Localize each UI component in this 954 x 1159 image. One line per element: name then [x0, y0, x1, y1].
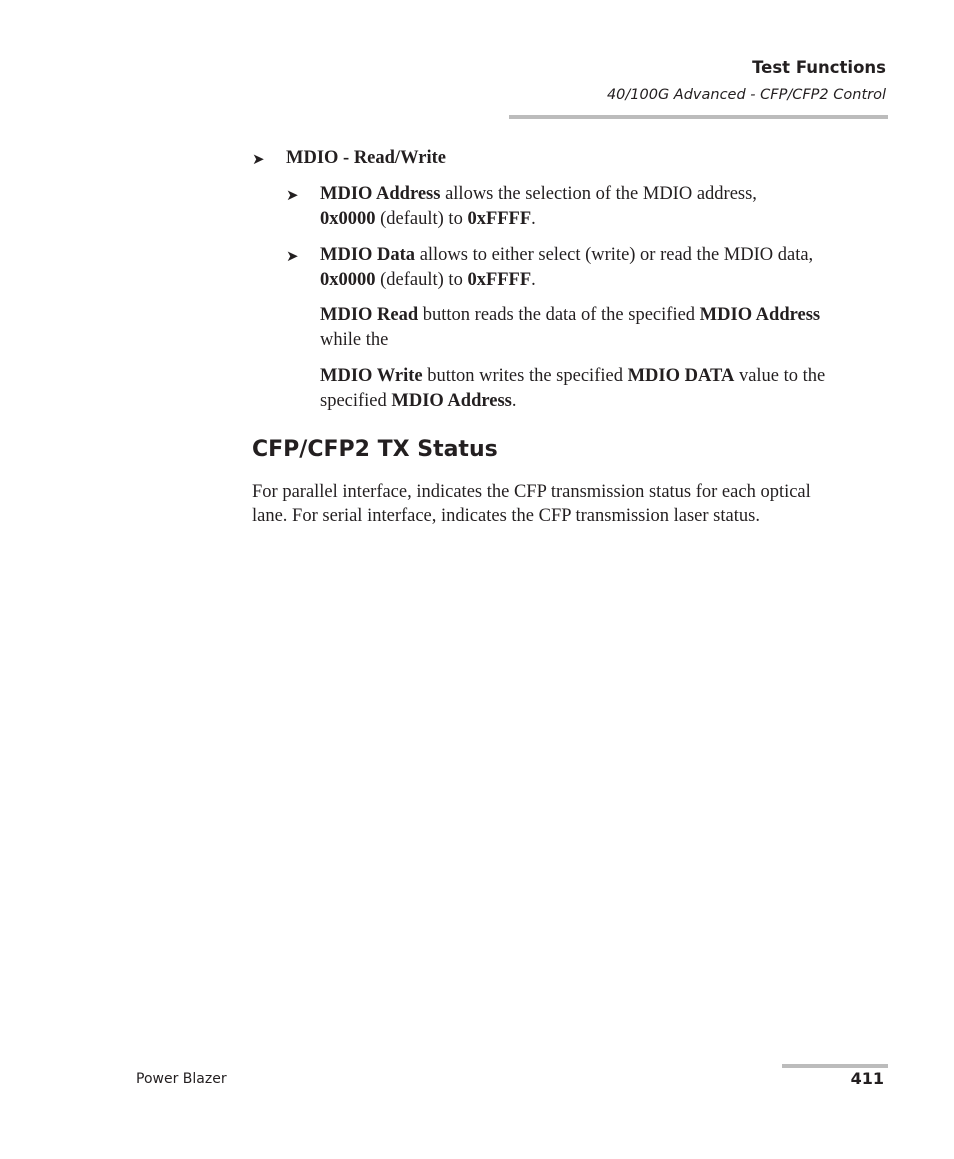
- mdio-rw-heading: [286, 146, 446, 171]
- mdio-data-line2: 0x0000 (default) to 0xFFFF.: [320, 270, 536, 290]
- mdio-address-term: MDIO Address: [320, 184, 441, 204]
- page-number: 411: [850, 1069, 884, 1088]
- footer-product-name: Power Blazer: [136, 1071, 227, 1087]
- mdio-address-line1: MDIO Address allows the selection of the MDIO address,: [320, 184, 757, 204]
- mdio-write-paragraph: MDIO Write button writes the specified MDIO DATA value to the specified MDIO Address.: [320, 366, 826, 411]
- bullet-arrow-icon: ➤: [286, 188, 299, 204]
- mdio-read-paragraph: MDIO Read button reads the data of the specified MDIO Address while the: [320, 305, 821, 350]
- mdio-address-item: [320, 182, 890, 232]
- header-rule: [509, 115, 888, 119]
- mdio-data-line1: MDIO Data allows to either select (write) or read the MDIO data,: [320, 245, 814, 265]
- bullet-arrow-icon: ➤: [252, 152, 265, 168]
- mdio-data-item: [320, 243, 890, 293]
- mdio-read-term: MDIO Read: [320, 305, 419, 325]
- section-body: For parallel interface, indicates the CFP transmission status for each optical lane. For serial interface, indicates the CFP transmission laser status.: [252, 482, 811, 526]
- mdio-rw-heading-text: MDIO - Read/Write: [286, 148, 446, 168]
- section-title: CFP/CFP2 TX Status: [252, 437, 498, 462]
- bullet-arrow-icon: ➤: [286, 249, 299, 265]
- mdio-data-term: MDIO Data: [320, 245, 416, 265]
- header-chapter-title: Test Functions: [752, 58, 886, 77]
- footer-rule: [782, 1064, 888, 1068]
- header-section-subtitle: 40/100G Advanced - CFP/CFP2 Control: [606, 87, 886, 103]
- mdio-address-line2: 0x0000 (default) to 0xFFFF.: [320, 209, 536, 229]
- mdio-write-term: MDIO Write: [320, 366, 423, 386]
